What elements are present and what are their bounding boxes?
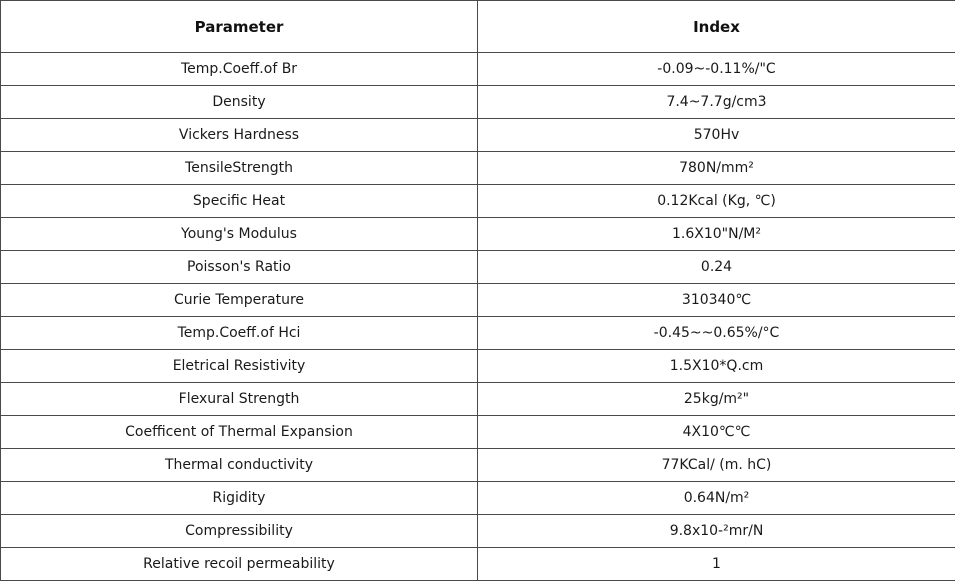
parameter-cell: Thermal conductivity — [1, 449, 478, 482]
table-row — [1, 152, 955, 185]
parameter-cell: Relative recoil permeability — [1, 548, 478, 581]
table-row — [1, 449, 955, 482]
table-header — [1, 1, 955, 53]
index-cell: 0.64N/m² — [478, 482, 955, 515]
table-row — [1, 548, 955, 581]
table-body — [1, 53, 955, 581]
table-row — [1, 317, 955, 350]
table-row — [1, 482, 955, 515]
index-cell: 1.6X10"N/M² — [478, 218, 955, 251]
table-row — [1, 86, 955, 119]
index-cell: 570Hv — [478, 119, 955, 152]
index-cell: 1 — [478, 548, 955, 581]
table-row — [1, 515, 955, 548]
parameter-cell: Coefficent of Thermal Expansion — [1, 416, 478, 449]
parameter-cell: Vickers Hardness — [1, 119, 478, 152]
table-row — [1, 251, 955, 284]
parameter-cell: Young's Modulus — [1, 218, 478, 251]
parameter-cell: Density — [1, 86, 478, 119]
index-cell: 25kg/m²" — [478, 383, 955, 416]
index-cell: -0.09~-0.11%/"C — [478, 53, 955, 86]
index-cell: 1.5X10*Q.cm — [478, 350, 955, 383]
header-row — [1, 1, 955, 53]
index-cell: 0.12Kcal (Kg, ℃) — [478, 185, 955, 218]
parameter-cell: Eletrical Resistivity — [1, 350, 478, 383]
table-row — [1, 218, 955, 251]
parameter-cell: Temp.Coeff.of Hci — [1, 317, 478, 350]
parameter-cell: Poisson's Ratio — [1, 251, 478, 284]
table-row — [1, 350, 955, 383]
parameter-cell: Specific Heat — [1, 185, 478, 218]
index-cell: -0.45~~0.65%/°C — [478, 317, 955, 350]
parameter-cell: Flexural Strength — [1, 383, 478, 416]
parameter-cell: Rigidity — [1, 482, 478, 515]
parameter-cell: TensileStrength — [1, 152, 478, 185]
parameter-cell: Curie Temperature — [1, 284, 478, 317]
table-row — [1, 53, 955, 86]
index-cell: 7.4~7.7g/cm3 — [478, 86, 955, 119]
index-cell: 77KCal/ (m. hC) — [478, 449, 955, 482]
table-row — [1, 284, 955, 317]
table-row — [1, 416, 955, 449]
index-cell: 9.8x10-²mr/N — [478, 515, 955, 548]
index-cell: 0.24 — [478, 251, 955, 284]
table-row — [1, 119, 955, 152]
index-cell: 4X10℃℃ — [478, 416, 955, 449]
parameter-cell: Compressibility — [1, 515, 478, 548]
header-index: Index — [478, 1, 955, 53]
parameter-cell: Temp.Coeff.of Br — [1, 53, 478, 86]
index-cell: 310340℃ — [478, 284, 955, 317]
table-row — [1, 185, 955, 218]
header-parameter: Parameter — [1, 1, 478, 53]
index-cell: 780N/mm² — [478, 152, 955, 185]
table-row — [1, 383, 955, 416]
